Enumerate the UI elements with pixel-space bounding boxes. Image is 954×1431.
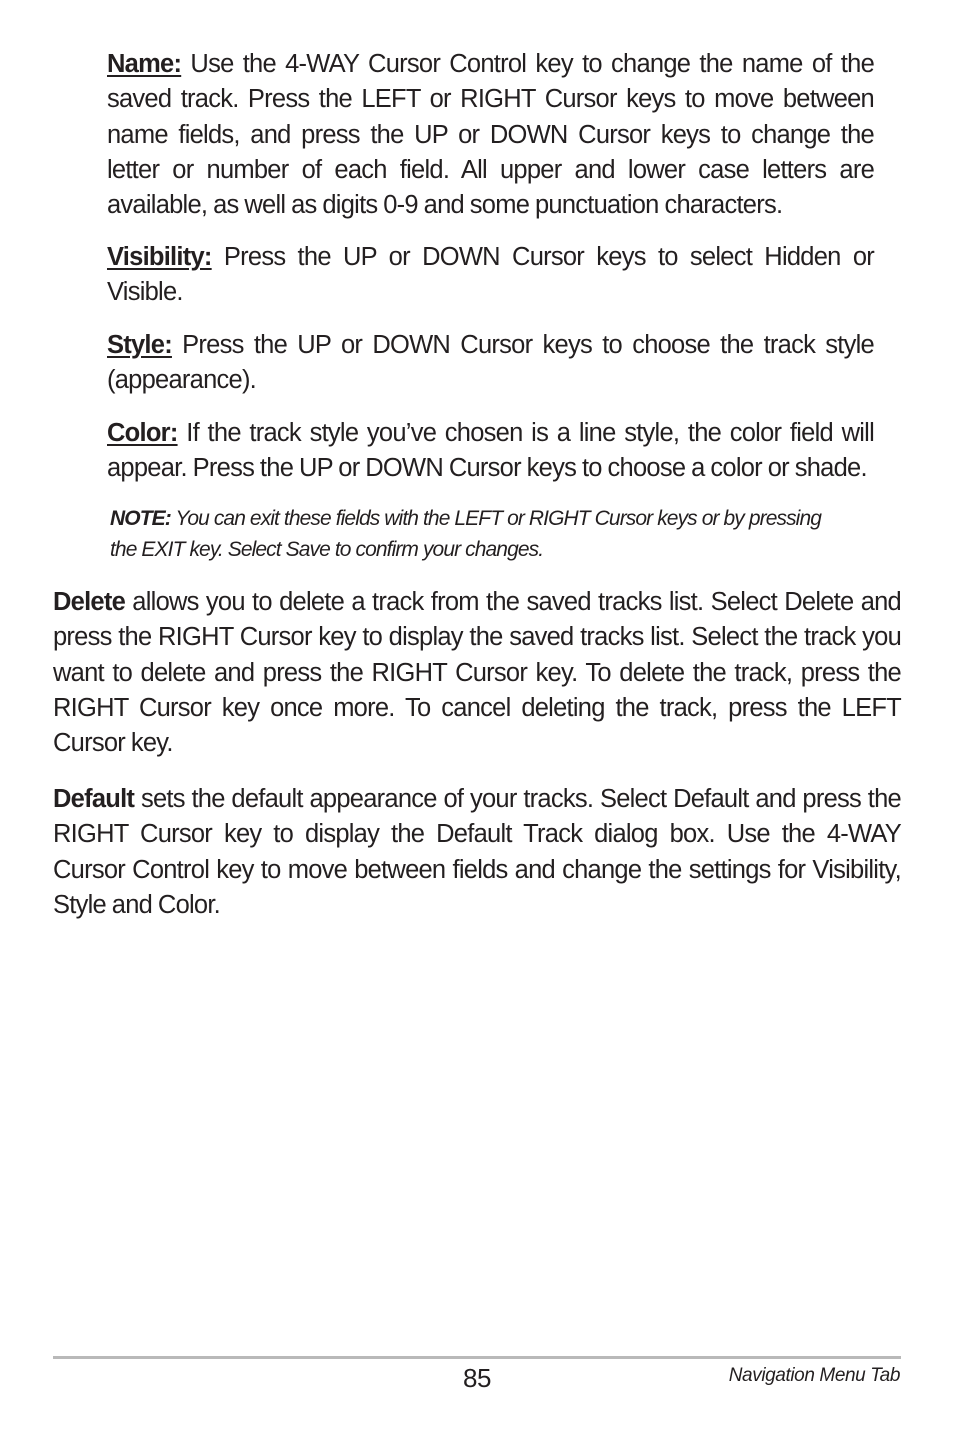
delete-term: Delete bbox=[53, 588, 126, 616]
default-description bbox=[53, 782, 901, 923]
name-text: Use the 4-WAY Cursor Control key to change the name of the saved track. Press the LEFT or RIGHT Cursor keys to move between name fields, and press the UP or DOWN Cursor keys to change the letter or number of each field. All upper and lower case letters are available, as well as digits 0-9 and some punctuation characters. bbox=[107, 50, 874, 220]
default-term: Default bbox=[53, 785, 135, 813]
visibility-field-description bbox=[107, 240, 874, 311]
delete-description bbox=[53, 585, 901, 761]
style-field-description bbox=[107, 328, 874, 399]
default-text: sets the default appearance of your tracks. Select Default and press the RIGHT Cursor key to display the Default Track dialog box. Use the 4-WAY Cursor Control key to move between fields and change the settings for Visibility, Style and Color. bbox=[53, 785, 901, 919]
color-term: Color: bbox=[107, 419, 178, 447]
page-number: 85 bbox=[463, 1363, 491, 1393]
name-field-description bbox=[107, 47, 874, 223]
footer-section-name: Navigation Menu Tab bbox=[728, 1365, 900, 1386]
footer-divider bbox=[53, 1356, 901, 1359]
delete-text: allows you to delete a track from the saved tracks list. Select Delete and press the RIGHT Cursor key to display the saved tracks list. Select the track you want to delete and press the RIGHT Cursor key. To delete the track, press the RIGHT Cursor key once more. To cancel deleting the track, press the LEFT Cursor key. bbox=[53, 588, 901, 758]
visibility-term: Visibility: bbox=[107, 243, 212, 271]
name-term: Name: bbox=[107, 50, 182, 78]
visibility-text: Press the UP or DOWN Cursor keys to select Hidden or Visible. bbox=[107, 243, 874, 307]
note-label: NOTE: bbox=[110, 507, 171, 530]
color-text: If the track style you’ve chosen is a line style, the color field will appear. Press the UP or DOWN Cursor keys to choose a color or shade. bbox=[107, 419, 874, 483]
note bbox=[110, 504, 850, 565]
style-text: Press the UP or DOWN Cursor keys to choose the track style (appearance). bbox=[107, 331, 874, 395]
color-field-description bbox=[107, 416, 874, 487]
style-term: Style: bbox=[107, 331, 172, 359]
note-text: You can exit these fields with the LEFT or RIGHT Cursor keys or by pressing the EXIT key. Select Save to confirm your changes. bbox=[110, 507, 822, 561]
